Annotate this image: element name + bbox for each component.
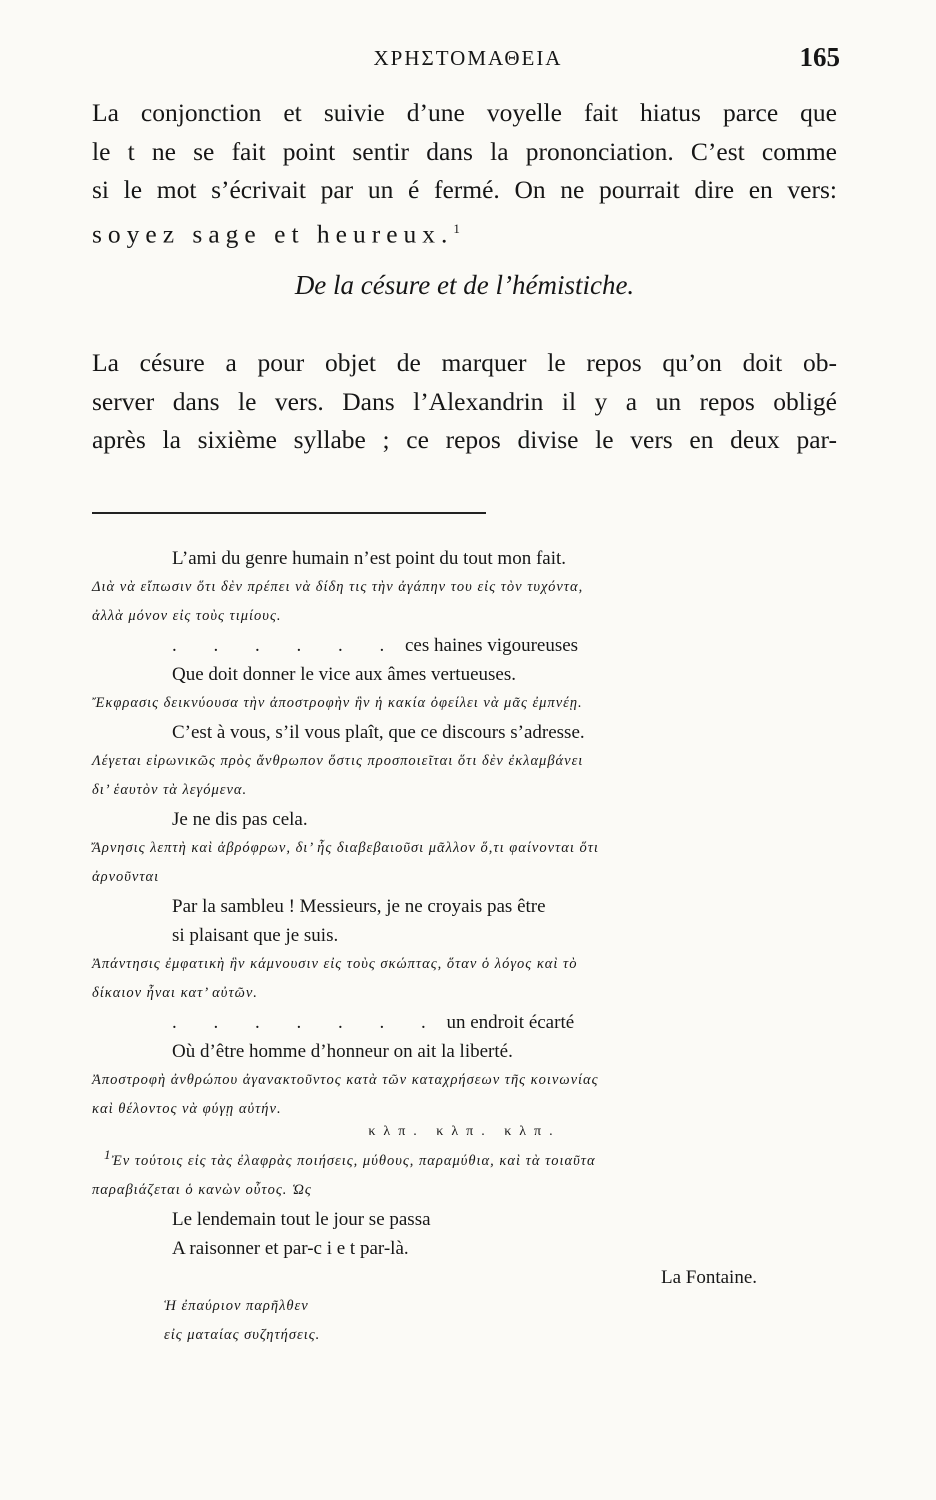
quote-line: L’ami du genre humain n’est point du tout mon fait. <box>172 548 567 569</box>
section-heading: De la césure et de l’hémistiche. <box>294 269 635 300</box>
quote-line: Le lendemain tout le jour se passa <box>172 1208 431 1230</box>
author-attribution: La Fontaine. <box>660 1266 757 1288</box>
quote-line: si plaisant que je suis. <box>172 925 339 946</box>
greek-line: εἰς ματαίας συζητήσεις. <box>164 1326 321 1343</box>
ellipsis-dots: . . . . . . <box>172 635 401 656</box>
greek-line: ἀλλὰ μόνον εἰς τοὺς τιμίους. <box>92 608 282 624</box>
ellipsis-dots: . . . . . . . <box>172 1012 442 1033</box>
greek-line: Ἀποστροφὴ ἀνθρώπου ἀγανακτοῦντος κατὰ τῶν καταχρήσεων τῆς κοινωνίας <box>92 1072 599 1088</box>
example-phrase: soyez sage et heureux. <box>92 219 454 248</box>
text-line: si le mot s’écrivait par un é fermé. On ne pourrait dire en vers: <box>92 175 837 204</box>
footnote-number: 1 <box>104 1147 112 1162</box>
quote-line: A raisonner et par-c i e t par-là. <box>172 1237 409 1259</box>
footnote-text: παραβιάζεται ὁ κανὼν οὗτος. Ὡς <box>92 1181 312 1198</box>
quote-line: Où d’être homme d’honneur on ait la liberté. <box>172 1041 513 1062</box>
text-line: La césure a pour objet de marquer le repos qu’on doit ob- <box>92 348 837 377</box>
quote-line: Je ne dis pas cela. <box>172 809 308 830</box>
running-header-title: ΧΡΗΣΤΟΜΑΘΕΙΑ <box>373 46 563 70</box>
quote-line: C’est à vous, s’il vous plaît, que ce discours s’adresse. <box>172 722 585 743</box>
text-line: après la sixième syllabe ; ce repos divise le vers en deux par- <box>92 425 837 454</box>
greek-line: Λέγεται εἰρωνικῶς πρὸς ἄνθρωπον ὅστις προσποιεῖται ὅτι δὲν ἐκλαμβάνει <box>92 753 584 769</box>
greek-line: Ἡ ἐπαύριον παρῆλθεν <box>164 1297 309 1314</box>
text-line <box>92 210 837 254</box>
greek-line: ἀρνοῦνται <box>92 869 160 885</box>
greek-line: δι’ ἑαυτὸν τὰ λεγόμενα. <box>92 782 248 798</box>
page-number: 165 <box>799 42 840 72</box>
paragraph-hiatus <box>92 94 837 254</box>
greek-line: Ἔκφρασις δεικνύουσα τὴν ἀποστροφὴν ἣν ἡ κακία ὀφείλει νὰ μᾶς ἐμπνέῃ. <box>92 695 583 711</box>
main-text <box>92 94 837 460</box>
quote-line: Que doit donner le vice aux âmes vertueuses. <box>172 664 516 685</box>
greek-line: καὶ θέλοντος νὰ φύγῃ αὐτήν. <box>92 1101 282 1117</box>
etc-line: κλπ. κλπ. κλπ. <box>368 1124 561 1139</box>
footnote-rule <box>92 512 486 514</box>
footnote-text: 1Ἐν τούτοις εἰς τὰς ἐλαφρὰς ποιήσεις, μύθους, παραμύθια, καὶ τὰ τοιαῦτα <box>104 1147 596 1169</box>
quote-fragment: un endroit écarté <box>446 1012 575 1033</box>
quote-line <box>92 631 837 660</box>
footnote-marker: 1 <box>453 220 460 236</box>
greek-line: Ἄρνησις λεπτὴ καὶ ἀβρόφρων, δι’ ἧς διαβεβαιοῦσι μᾶλλον ὅ,τι φαίνονται ὅτι <box>92 840 599 856</box>
greek-line: Διὰ νὰ εἴπωσιν ὅτι δὲν πρέπει νὰ δίδη τις τὴν ἀγάπην του εἰς τὸν τυχόντα, <box>92 579 584 595</box>
quote-line <box>92 1008 837 1037</box>
greek-line: Ἀπάντησις ἐμφατικὴ ἣν κάμνουσιν εἰς τοὺς σκώπτας, ὅταν ὁ λόγος καὶ τὸ <box>92 956 578 972</box>
footnotes <box>92 544 837 1350</box>
paragraph-cesure <box>92 344 837 460</box>
greek-line: δίκαιον ἦναι κατ’ αὐτῶν. <box>92 985 258 1001</box>
text-line: le t ne se fait point sentir dans la prononciation. C’est comme <box>92 136 837 166</box>
text-line: server dans le vers. Dans l’Alexandrin il y a un repos obligé <box>92 386 837 416</box>
quote-line: Par la sambleu ! Messieurs, je ne croyais pas être <box>172 896 546 917</box>
text-line: La conjonction et suivie d’une voyelle fait hiatus parce que <box>92 98 837 127</box>
quote-fragment: ces haines vigoureuses <box>405 635 579 656</box>
